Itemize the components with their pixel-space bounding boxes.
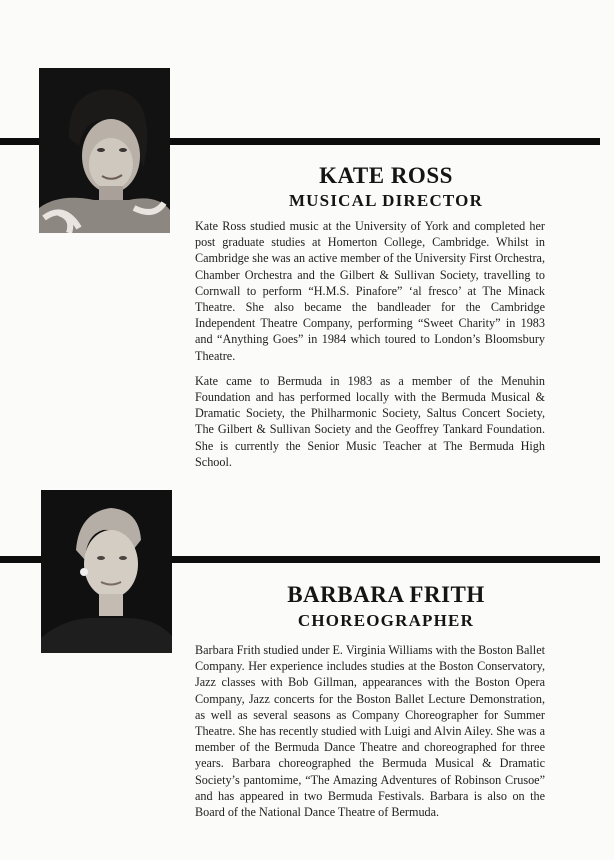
kate-ross-bio [195,218,545,479]
barbara-frith-role: CHOREOGRAPHER [297,611,475,630]
kate-ross-name: KATE ROSS [319,163,453,188]
barbara-frith-name: BARBARA FRITH [287,582,485,607]
kate-ross-role: MUSICAL DIRECTOR [288,191,484,210]
barbara-frith-bio-paragraph-1: Barbara Frith studied under E. Virginia Williams with the Boston Ballet Company. Her experience includes studies at the Boston Conservatory, Jazz classes with Bob Gillman, appearances with the Boston Opera Company, Jazz concerts for the Boston Ballet Lecture Demonstration, as well as several seasons as Company Choreographer for Summer Theatre. She has recently studied with Luigi and Alvin Ailey. She was a member of the Bermuda Dance Theatre and choreographed for three years. Barbara choreographed the Bermuda Musical & Dramatic Society’s pantomime, “The Amazing Adventures of Robinson Crusoe” and has appeared in two Bermuda Festivals. Barbara is also on the Board of the National Dance Theatre of Bermuda. [195,643,545,820]
barbara-frith-bio [195,642,545,829]
barbara-frith-photo [41,490,172,653]
kate-ross-bio-paragraph-1: Kate Ross studied music at the University of York and completed her post graduate studies at Homerton College, Cambridge. Whilst in Cambridge she was an active member of the University First Orchestra, Chamber Orchestra and the Gilbert & Sullivan Society, travelling to Cornwall to perform “H.M.S. Pinafore” ‘al fresco’ at The Minack Theatre. She also became the bandleader for the Cambridge Independent Theatre Company, performing “Sweet Charity” in 1983 and “Anything Goes” in 1984 which toured to London’s Bloomsbury Theatre. [195,219,545,363]
kate-ross-photo [39,68,170,233]
kate-ross-bio-paragraph-2: Kate came to Bermuda in 1983 as a member of the Menuhin Foundation and has performed locally with the Bermuda Musical & Dramatic Society, the Philharmonic Society, Saltus Concert Society, The Gilbert & Sullivan Society and the Geoffrey Tankard Foundation. She is currently the Senior Music Teacher at The Bermuda High School. [195,373,545,469]
